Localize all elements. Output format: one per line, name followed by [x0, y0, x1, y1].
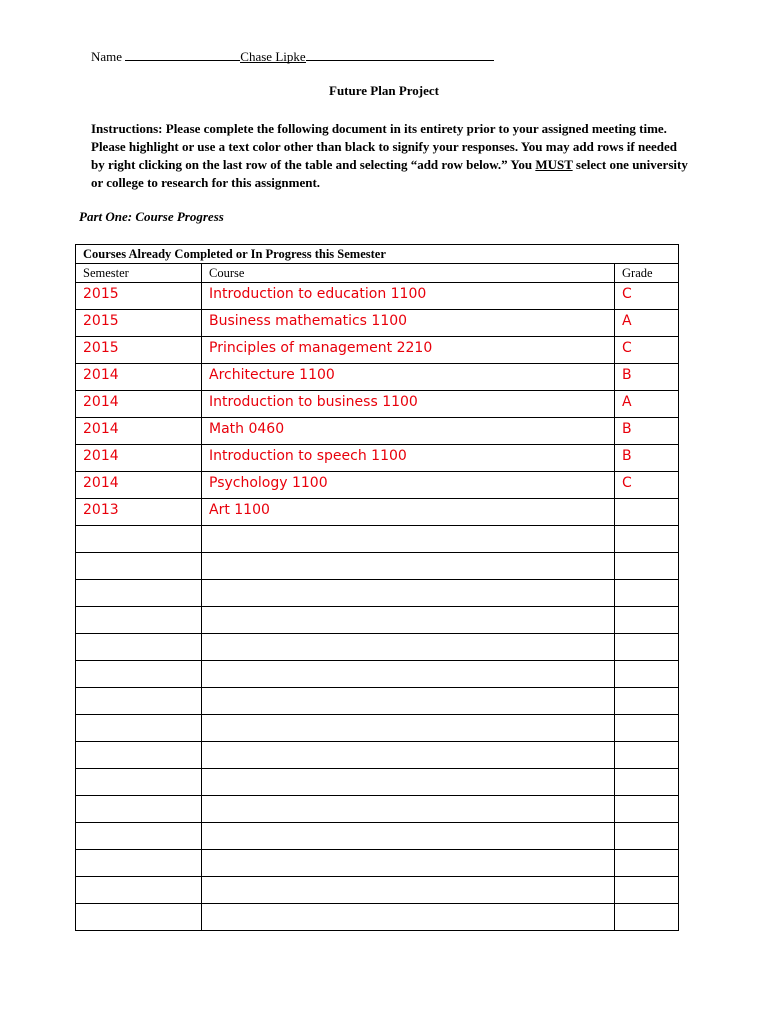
grade-cell[interactable]	[615, 769, 679, 796]
course-cell[interactable]	[202, 796, 615, 823]
table-row	[76, 445, 679, 472]
grade-cell[interactable]: C	[615, 472, 679, 499]
course-cell[interactable]	[202, 769, 615, 796]
section-title: Part One: Course Progress	[79, 209, 224, 224]
grade-cell[interactable]	[615, 607, 679, 634]
course-progress-table	[75, 244, 679, 931]
semester-cell[interactable]	[76, 823, 202, 850]
course-cell[interactable]: Art 1100	[202, 499, 615, 526]
course-cell[interactable]	[202, 688, 615, 715]
table-row	[76, 391, 679, 418]
grade-cell[interactable]: A	[615, 391, 679, 418]
table-row	[76, 580, 679, 607]
instructions	[91, 120, 691, 192]
table-row	[76, 877, 679, 904]
course-cell[interactable]: Introduction to business 1100	[202, 391, 615, 418]
semester-cell[interactable]	[76, 553, 202, 580]
course-cell[interactable]: Architecture 1100	[202, 364, 615, 391]
semester-cell[interactable]: 2014	[76, 445, 202, 472]
table-row	[76, 715, 679, 742]
semester-cell[interactable]	[76, 769, 202, 796]
semester-cell[interactable]	[76, 850, 202, 877]
table-row	[76, 823, 679, 850]
table-row	[76, 688, 679, 715]
semester-cell[interactable]	[76, 796, 202, 823]
course-cell[interactable]	[202, 553, 615, 580]
table-row	[76, 526, 679, 553]
grade-cell[interactable]	[615, 526, 679, 553]
semester-cell[interactable]	[76, 688, 202, 715]
course-cell[interactable]: Business mathematics 1100	[202, 310, 615, 337]
semester-cell[interactable]	[76, 715, 202, 742]
grade-cell[interactable]	[615, 850, 679, 877]
course-cell[interactable]: Math 0460	[202, 418, 615, 445]
course-cell[interactable]	[202, 877, 615, 904]
grade-cell[interactable]	[615, 904, 679, 931]
grade-cell[interactable]	[615, 688, 679, 715]
semester-cell[interactable]: 2015	[76, 283, 202, 310]
grade-cell[interactable]: B	[615, 418, 679, 445]
grade-cell[interactable]	[615, 580, 679, 607]
semester-cell[interactable]	[76, 742, 202, 769]
table-header-row	[76, 264, 679, 283]
course-cell[interactable]: Introduction to speech 1100	[202, 445, 615, 472]
table-row	[76, 337, 679, 364]
grade-cell[interactable]	[615, 877, 679, 904]
semester-cell[interactable]	[76, 580, 202, 607]
course-cell[interactable]	[202, 634, 615, 661]
grade-cell[interactable]: A	[615, 310, 679, 337]
header-course: Course	[202, 264, 615, 283]
table-row	[76, 742, 679, 769]
name-blank-left	[125, 47, 240, 61]
course-cell[interactable]	[202, 742, 615, 769]
name-line	[91, 47, 494, 65]
semester-cell[interactable]	[76, 634, 202, 661]
instructions-text-2: select one university or college to research for this assignment.	[91, 157, 688, 190]
course-cell[interactable]	[202, 823, 615, 850]
instructions-emphasis: MUST	[535, 157, 573, 172]
table-row	[76, 634, 679, 661]
semester-cell[interactable]	[76, 607, 202, 634]
grade-cell[interactable]	[615, 715, 679, 742]
semester-cell[interactable]: 2015	[76, 310, 202, 337]
grade-cell[interactable]: C	[615, 283, 679, 310]
table-row	[76, 769, 679, 796]
course-cell[interactable]	[202, 904, 615, 931]
table-row	[76, 418, 679, 445]
course-cell[interactable]: Introduction to education 1100	[202, 283, 615, 310]
semester-cell[interactable]	[76, 877, 202, 904]
table-row	[76, 904, 679, 931]
grade-cell[interactable]	[615, 742, 679, 769]
table-caption-row	[76, 245, 679, 264]
header-semester: Semester	[76, 264, 202, 283]
instructions-text-1: Instructions: Please complete the following document in its entirety prior to your assigned meeting time. Please highlight or use a text color other than black to signify your responses. You may add rows if needed by right clicking on the last row of the table and selecting “add row below.” You	[91, 121, 677, 172]
table-row	[76, 850, 679, 877]
header-grade: Grade	[615, 264, 679, 283]
table-row	[76, 553, 679, 580]
semester-cell[interactable]: 2014	[76, 418, 202, 445]
grade-cell[interactable]	[615, 499, 679, 526]
semester-cell[interactable]: 2013	[76, 499, 202, 526]
table-row	[76, 499, 679, 526]
course-cell[interactable]	[202, 715, 615, 742]
semester-cell[interactable]	[76, 526, 202, 553]
document-title: Future Plan Project	[329, 83, 439, 98]
semester-cell[interactable]: 2014	[76, 364, 202, 391]
table-row	[76, 310, 679, 337]
table-caption: Courses Already Completed or In Progress this Semester	[76, 245, 679, 264]
grade-cell[interactable]: B	[615, 445, 679, 472]
table-row	[76, 364, 679, 391]
course-cell[interactable]	[202, 661, 615, 688]
name-blank-right	[306, 47, 494, 61]
course-cell[interactable]	[202, 607, 615, 634]
grade-cell[interactable]: C	[615, 337, 679, 364]
table-row	[76, 283, 679, 310]
course-cell[interactable]	[202, 526, 615, 553]
grade-cell[interactable]	[615, 796, 679, 823]
course-cell[interactable]: Principles of management 2210	[202, 337, 615, 364]
course-cell[interactable]	[202, 850, 615, 877]
table-row	[76, 661, 679, 688]
grade-cell[interactable]	[615, 661, 679, 688]
semester-cell[interactable]: 2014	[76, 472, 202, 499]
grade-cell[interactable]	[615, 553, 679, 580]
table-row	[76, 607, 679, 634]
semester-cell[interactable]	[76, 661, 202, 688]
course-cell[interactable]: Psychology 1100	[202, 472, 615, 499]
grade-cell[interactable]	[615, 823, 679, 850]
grade-cell[interactable]: B	[615, 364, 679, 391]
name-label: Name	[91, 49, 123, 64]
table-row	[76, 472, 679, 499]
semester-cell[interactable]: 2015	[76, 337, 202, 364]
grade-cell[interactable]	[615, 634, 679, 661]
semester-cell[interactable]	[76, 904, 202, 931]
student-name[interactable]: Chase Lipke	[240, 49, 306, 64]
semester-cell[interactable]: 2014	[76, 391, 202, 418]
course-cell[interactable]	[202, 580, 615, 607]
table-row	[76, 796, 679, 823]
